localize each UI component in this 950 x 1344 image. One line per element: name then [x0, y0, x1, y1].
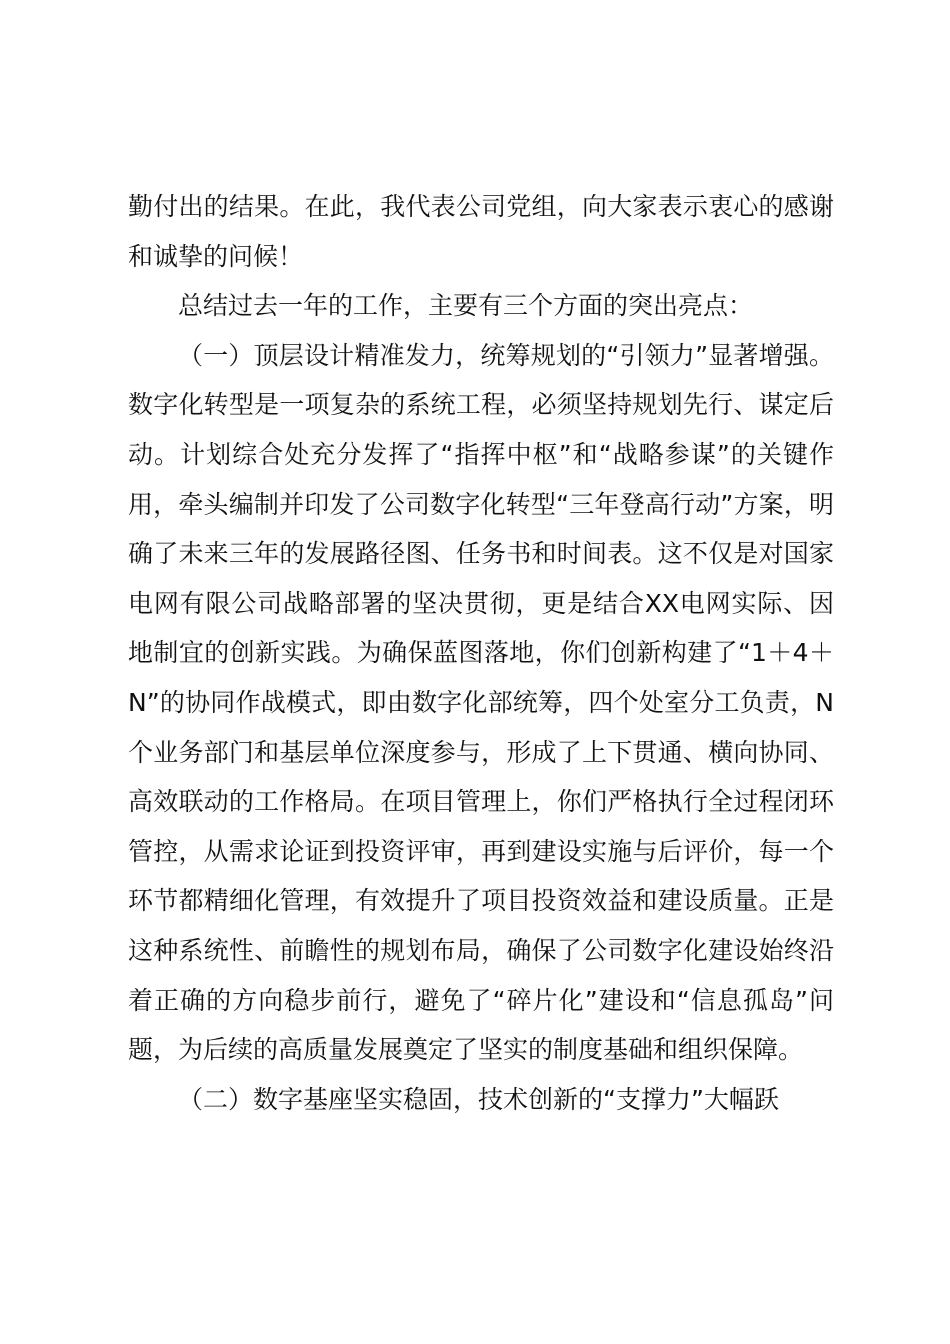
paragraph-closing-thanks: 勤付出的结果。在此，我代表公司党组，向大家表示衷心的感谢和诚挚的问候！: [128, 192, 834, 271]
paragraph-summary-intro: 总结过去一年的工作，主要有三个方面的突出亮点：: [178, 291, 754, 321]
paragraph-section-one: （一）顶层设计精准发力，统筹规划的“引领力”显著增强。数字化转型是一项复杂的系统工程，必须坚持规划先行、谋定后动。计划综合处充分发挥了“指挥中枢”和“战略参谋”的关键作用，牵头编制并印发了公司数字化转型“三年登高行动”方案，明确了未来三年的发展路径图、任务书和时间表。这不仅是对国家电网有限公司战略部署的坚决贯彻，更是结合XX电网实际、因地制宜的创新实践。为确保蓝图落地，你们创新构建了“1＋4＋N”的协同作战模式，即由数字化部统筹，四个处室分工负责，N个业务部门和基层单位深度参与，形成了上下贯通、横向协同、高效联动的工作格局。在项目管理上，你们严格执行全过程闭环管控，从需求论证到投资评审，再到建设实施与后评价，每一个环节都精细化管理，有效提升了项目投资效益和建设质量。正是这种系统性、前瞻性的规划布局，确保了公司数字化建设始终沿着正确的方向稳步前行，避免了“碎片化”建设和“信息孤岛”问题，为后续的高质量发展奠定了坚实的制度基础和组织保障。: [128, 340, 834, 1065]
document-body: [128, 182, 834, 1124]
paragraph-section-two-heading: （二）数字基座坚实稳固，技术创新的“支撑力”大幅跃: [178, 1084, 779, 1114]
